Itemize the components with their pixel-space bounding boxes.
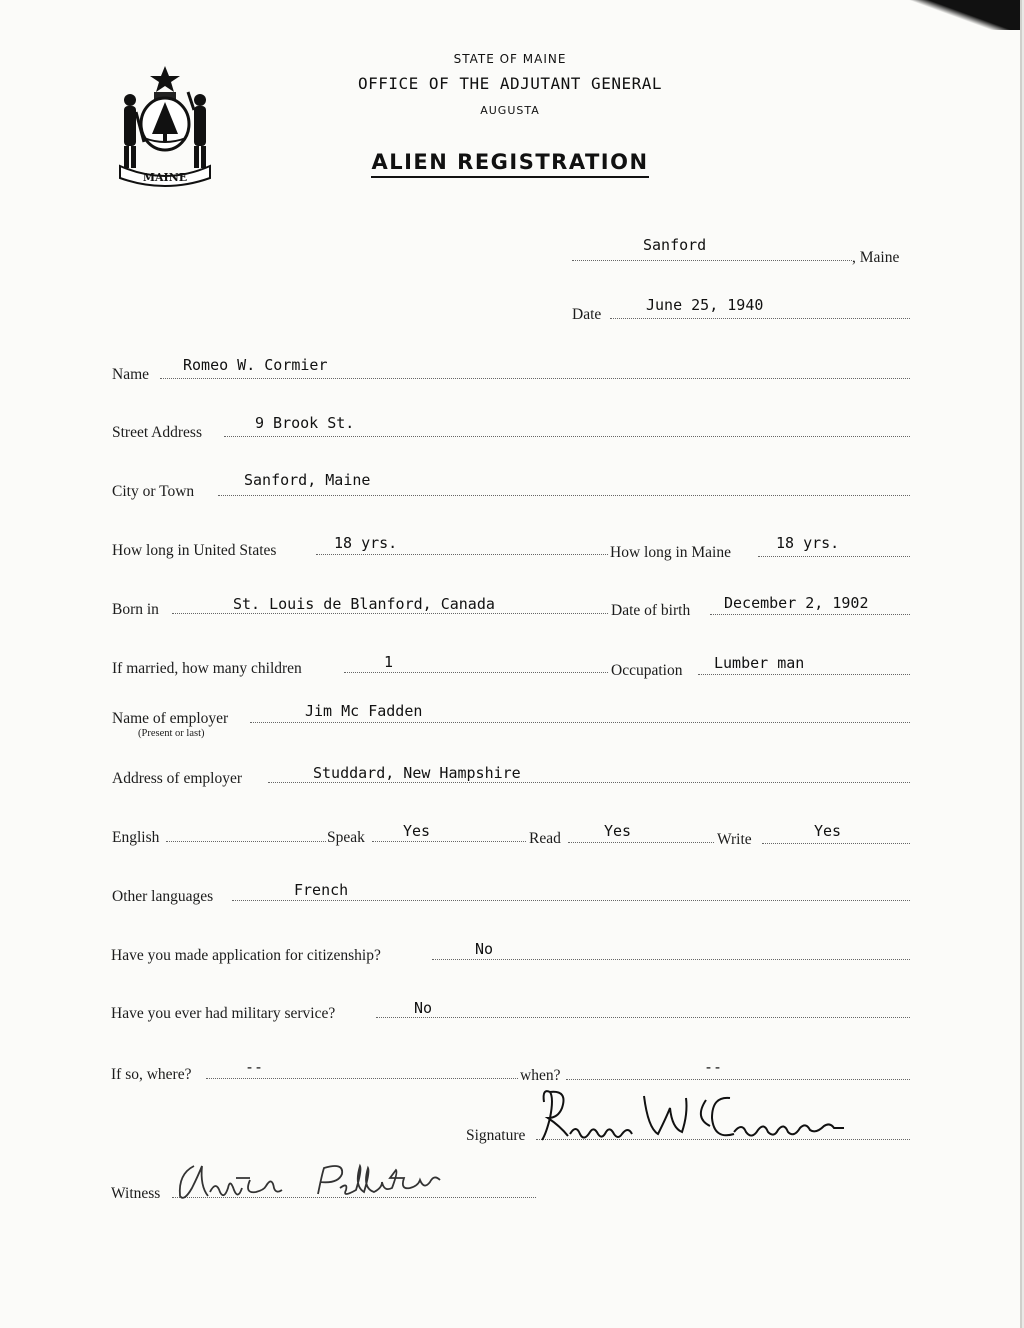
where-value[interactable]: -- [245,1058,264,1076]
street-line [224,436,910,437]
speak-value[interactable]: Yes [403,822,431,840]
write-label: Write [717,831,752,848]
seal-text: MAINE [142,171,188,184]
children-value[interactable]: 1 [384,653,394,671]
military-label: Have you ever had military service? [111,1005,336,1022]
how-long-us-line [316,554,608,555]
born-in-line [172,613,608,614]
date-value[interactable]: June 25, 1940 [646,296,764,314]
date-label: Date [572,306,602,323]
read-label: Read [529,830,561,847]
born-in-value[interactable]: St. Louis de Blanford, Canada [233,595,495,613]
city-town-label: City or Town [112,483,195,500]
employer-address-value[interactable]: Studdard, New Hampshire [313,764,521,782]
name-value[interactable]: Romeo W. Cormier [183,356,328,374]
born-in-label: Born in [112,601,159,618]
witness-label: Witness [111,1185,161,1202]
occupation-label: Occupation [611,662,683,679]
date-of-birth-line [710,614,910,615]
date-of-birth-label: Date of birth [611,602,691,619]
employer-address-line [268,782,910,783]
employer-line [250,722,910,723]
speak-label: Speak [327,829,365,846]
where-line [206,1078,518,1079]
street-value[interactable]: 9 Brook St. [255,414,355,432]
citizenship-value[interactable]: No [475,940,494,958]
scan-corner-shadow [900,0,1020,30]
form-title: ALIEN REGISTRATION [300,150,720,174]
employer-label: Name of employer (Present or last) [112,710,229,739]
signature-image[interactable] [534,1078,864,1156]
place-suffix: , Maine [852,249,900,266]
state-seal-icon [110,62,220,190]
city-town-line [218,495,910,496]
place-line [572,260,852,261]
citizenship-line [432,959,910,960]
street-label: Street Address [112,424,202,441]
employer-sublabel: (Present or last) [138,728,205,739]
employer-value[interactable]: Jim Mc Fadden [305,702,423,720]
occupation-line [698,674,910,675]
how-long-us-label: How long in United States [112,542,277,559]
children-line [344,672,608,673]
when-label: when? [520,1067,561,1084]
witness-signature-image[interactable] [172,1158,482,1208]
where-label: If so, where? [111,1066,192,1083]
write-value[interactable]: Yes [814,822,842,840]
date-line [610,318,910,319]
name-line [160,378,910,379]
military-line [376,1017,910,1018]
how-long-maine-value[interactable]: 18 yrs. [776,534,840,552]
children-label: If married, how many children [112,660,302,677]
city-town-value[interactable]: Sanford, Maine [244,471,371,489]
name-label: Name [112,366,150,383]
when-value[interactable]: -- [704,1058,723,1076]
place-value[interactable]: Sanford [643,236,707,254]
speak-line [372,841,526,842]
other-languages-line [232,900,910,901]
how-long-maine-line [758,556,910,557]
write-line [762,843,910,844]
citizenship-label: Have you made application for citizenship? [111,947,381,964]
occupation-value[interactable]: Lumber man [714,654,805,672]
how-long-maine-label: How long in Maine [610,544,731,561]
how-long-us-value[interactable]: 18 yrs. [334,534,398,552]
military-value[interactable]: No [414,999,433,1017]
employer-address-label: Address of employer [112,770,242,787]
read-value[interactable]: Yes [604,822,632,840]
state-heading: STATE OF MAINE [453,52,567,66]
other-languages-label: Other languages [112,888,214,905]
english-line [166,841,326,842]
other-languages-value[interactable]: French [294,881,349,899]
city-heading: AUGUSTA [480,104,540,117]
date-of-birth-value[interactable]: December 2, 1902 [724,594,869,612]
english-label: English [112,829,160,846]
read-line [568,842,714,843]
signature-label: Signature [466,1127,526,1144]
office-heading: OFFICE OF THE ADJUTANT GENERAL [358,74,662,93]
